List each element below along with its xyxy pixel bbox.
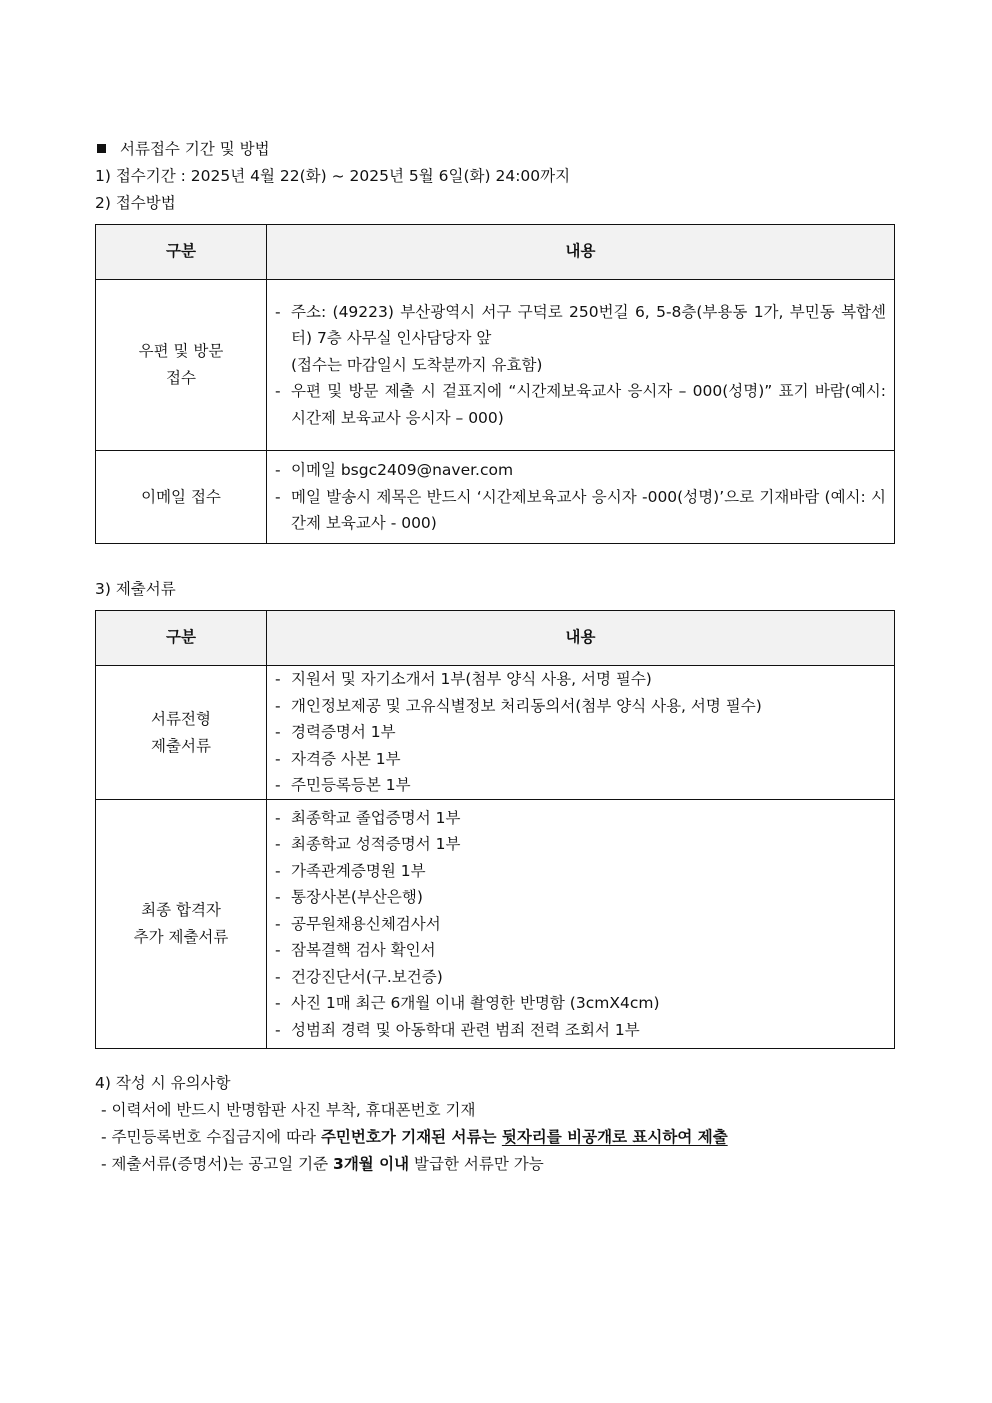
row-content	[267, 280, 895, 451]
table-row	[96, 451, 895, 544]
list-item: (접수는 마감일시 도착분까지 유효함)	[291, 355, 543, 374]
list-item: - 최종학교 졸업증명서 1부	[275, 808, 461, 827]
table-row	[96, 666, 895, 800]
square-bullet-icon	[97, 144, 106, 153]
list-item: - 주소: (49223) 부산광역시 서구 구덕로 250번길 6, 5-8층(부용동 1가, 부민동 복합센터) 7층 사무실 인사담당자 앞	[275, 302, 886, 348]
documents-title: 3) 제출서류	[95, 580, 176, 598]
list-item: - 최종학교 성적증명서 1부	[275, 835, 461, 854]
table-header-row	[96, 611, 895, 666]
list-item: - 건강진단서(구.보건증)	[275, 967, 443, 986]
list-item: - 통장사본(부산은행)	[275, 888, 423, 907]
period-line: 1) 접수기간 : 2025년 4월 22(화) ~ 2025년 5월 6일(화) 24:00까지	[95, 167, 571, 185]
table-row	[96, 800, 895, 1049]
list-item: - 자격증 사본 1부	[275, 749, 401, 768]
list-item: - 경력증명서 1부	[275, 723, 396, 742]
table-row	[96, 280, 895, 451]
list-item: - 사진 1매 최근 6개월 이내 촬영한 반명함 (3cmX4cm)	[275, 994, 660, 1013]
list-item: - 이메일 bsgc2409@naver.com	[275, 461, 514, 480]
section-heading	[97, 142, 270, 158]
list-item: - 성범죄 경력 및 아동학대 관련 범죄 전력 조회서 1부	[275, 1020, 640, 1039]
note-line: - 제출서류(증명서)는 공고일 기준 3개월 이내 발급한 서류만 가능	[101, 1155, 544, 1173]
list-item: - 메일 발송시 제목은 반드시 ‘시간제보육교사 응시자 -000(성명)’으로 기재바람 (예시: 시간제 보육교사 - 000)	[275, 487, 886, 533]
row-category: 우편 및 방문 접수	[96, 280, 267, 451]
row-content	[267, 451, 895, 544]
row-content	[267, 666, 895, 800]
method-title: 2) 접수방법	[95, 194, 176, 212]
note-line: - 주민등록번호 수집금지에 따라 주민번호가 기재된 서류는 뒷자리를 비공개로 표시하여 제출	[101, 1128, 728, 1146]
header-category: 구분	[96, 611, 267, 666]
row-category: 이메일 접수	[96, 451, 267, 544]
header-category: 구분	[96, 225, 267, 280]
list-item: - 가족관계증명원 1부	[275, 861, 426, 880]
note-line: - 이력서에 반드시 반명함판 사진 부착, 휴대폰번호 기재	[101, 1101, 476, 1119]
required-documents-table	[95, 610, 895, 1049]
list-item: - 개인정보제공 및 고유식별정보 처리동의서(첨부 양식 사용, 서명 필수)	[275, 696, 762, 715]
header-content: 내용	[267, 225, 895, 280]
list-item: - 주민등록등본 1부	[275, 776, 411, 795]
header-content: 내용	[267, 611, 895, 666]
notes-title: 4) 작성 시 유의사항	[95, 1074, 231, 1092]
submission-method-table	[95, 224, 895, 544]
row-category: 최종 합격자 추가 제출서류	[96, 800, 267, 1049]
list-item: - 잠복결핵 검사 확인서	[275, 941, 436, 960]
list-item: - 우편 및 방문 제출 시 겉표지에 “시간제보육교사 응시자 – 000(성명)” 표기 바람(예시: 시간제 보육교사 응시자 – 000)	[275, 382, 886, 427]
list-item: - 지원서 및 자기소개서 1부(첨부 양식 사용, 서명 필수)	[275, 670, 652, 689]
section-heading-text: 서류접수 기간 및 방법	[120, 140, 270, 158]
row-content	[267, 800, 895, 1049]
list-item: - 공무원채용신체검사서	[275, 914, 441, 933]
table-header-row	[96, 225, 895, 280]
row-category: 서류전형 제출서류	[96, 666, 267, 800]
